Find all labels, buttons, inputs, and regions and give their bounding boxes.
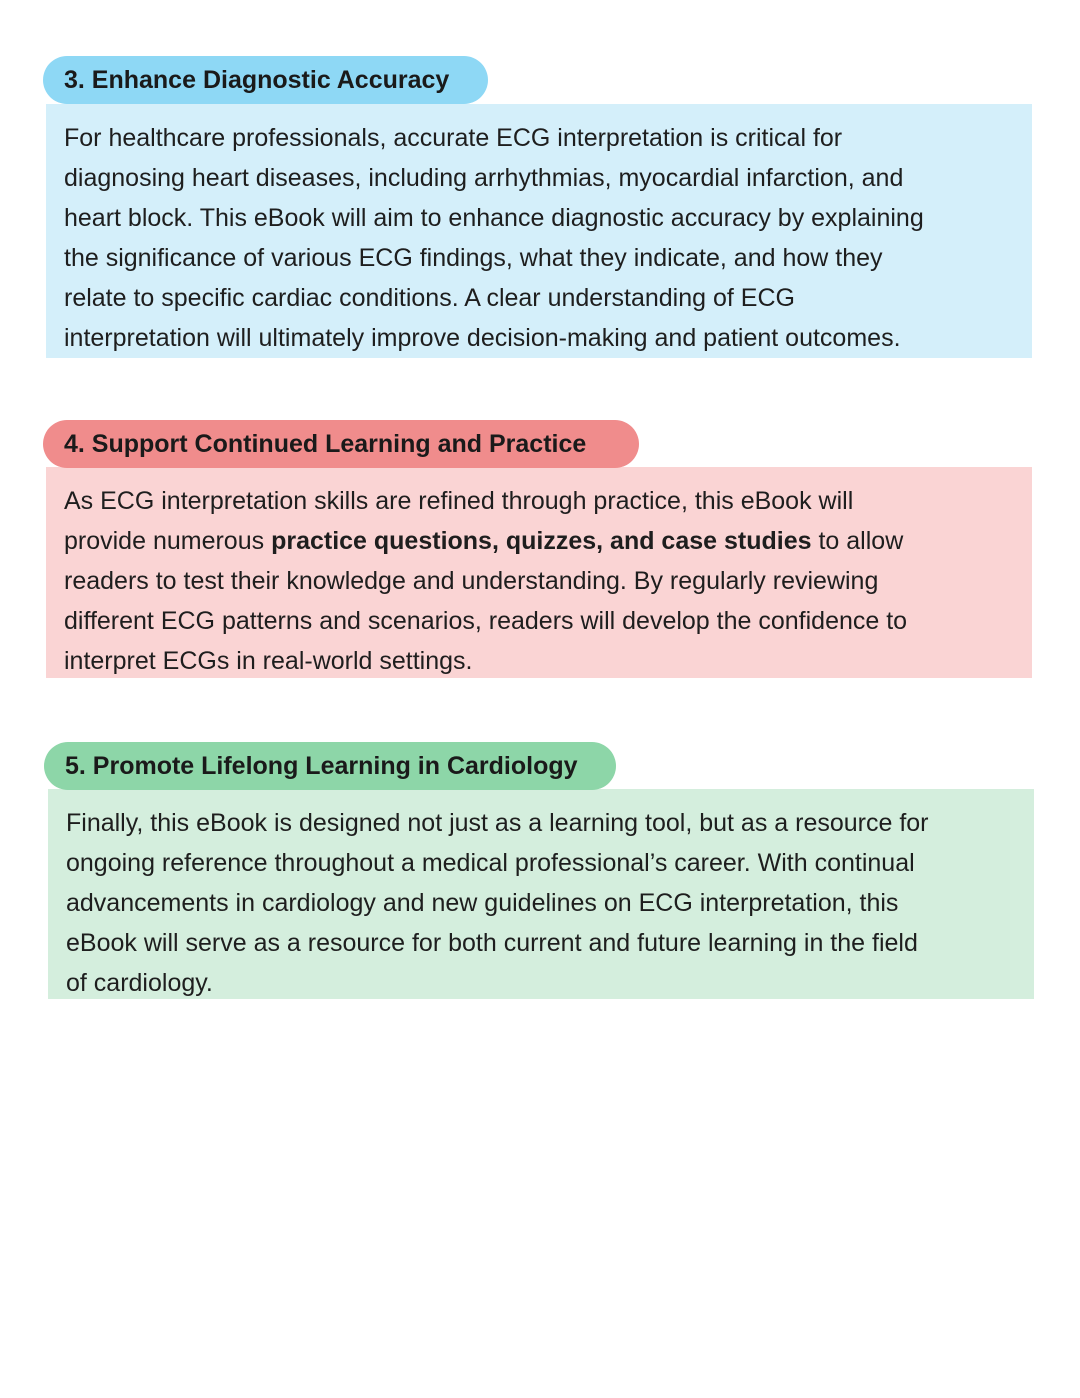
body-line: advancements in cardiology and new guidelines on ECG interpretation, this bbox=[66, 889, 899, 917]
body-line: of cardiology. bbox=[66, 969, 213, 997]
section-heading: 4. Support Continued Learning and Practice bbox=[43, 420, 639, 468]
body-line: interpret ECGs in real-world settings. bbox=[64, 647, 473, 675]
body-line: relate to specific cardiac conditions. A clear understanding of ECG bbox=[64, 284, 795, 312]
body-line: diagnosing heart diseases, including arrhythmias, myocardial infarction, and bbox=[64, 164, 904, 192]
section-body bbox=[46, 467, 1032, 678]
body-line: eBook will serve as a resource for both current and future learning in the field bbox=[66, 929, 918, 957]
body-text: provide numerous bbox=[64, 527, 272, 555]
body-line: readers to test their knowledge and understanding. By regularly reviewing bbox=[64, 567, 879, 595]
body-line: Finally, this eBook is designed not just as a learning tool, but as a resource for bbox=[66, 809, 929, 837]
body-line: the significance of various ECG findings, what they indicate, and how they bbox=[64, 244, 883, 272]
body-line: As ECG interpretation skills are refined through practice, this eBook will bbox=[64, 487, 854, 515]
section-body bbox=[48, 789, 1034, 999]
bold-emphasis: practice questions, quizzes, and case studies bbox=[271, 527, 812, 555]
body-line: ongoing reference throughout a medical professional’s career. With continual bbox=[66, 849, 915, 877]
body-line: interpretation will ultimately improve decision-making and patient outcomes. bbox=[64, 324, 901, 352]
body-text: to allow bbox=[811, 527, 904, 555]
body-line: different ECG patterns and scenarios, readers will develop the confidence to bbox=[64, 607, 908, 635]
body-line: For healthcare professionals, accurate ECG interpretation is critical for bbox=[64, 124, 843, 152]
section-body bbox=[46, 104, 1032, 358]
body-line: heart block. This eBook will aim to enhance diagnostic accuracy by explaining bbox=[64, 204, 924, 232]
section-heading: 5. Promote Lifelong Learning in Cardiology bbox=[44, 742, 616, 790]
body-line-with-bold bbox=[64, 521, 1014, 561]
section-heading: 3. Enhance Diagnostic Accuracy bbox=[43, 56, 488, 104]
